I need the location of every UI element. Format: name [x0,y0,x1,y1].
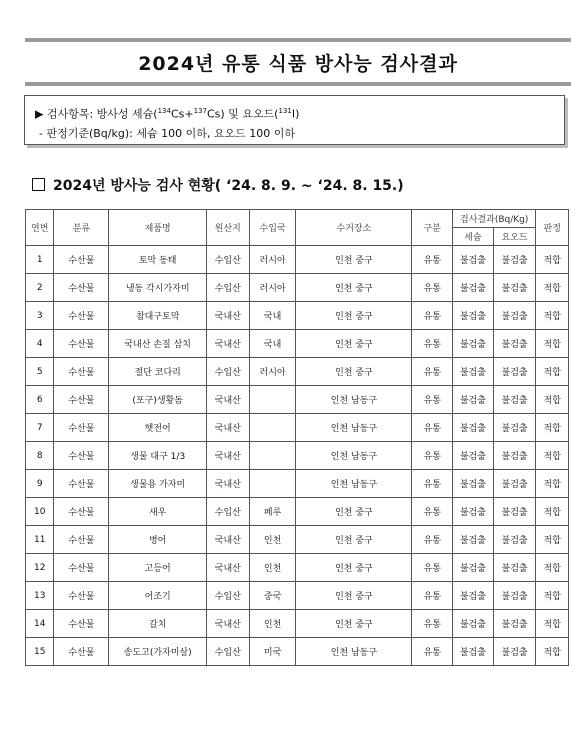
cell-judgement: 적합 [536,442,569,470]
section-title: 2024년 방사능 검사 현황( ‘24. 8. 9. ~ ‘24. 8. 15.) [53,178,404,194]
cell-iodine: 불검출 [493,330,536,358]
cell-no: 5 [26,358,54,386]
cell-import-country [249,414,296,442]
cell-import-country: 국내 [249,302,296,330]
cell-iodine: 불검출 [493,358,536,386]
cell-cesium: 불검출 [453,610,494,638]
cell-iodine: 불검출 [493,638,536,666]
cell-import-country: 페루 [249,498,296,526]
cell-cesium: 불검출 [453,330,494,358]
header-cesium: 세슘 [453,228,494,246]
cell-judgement: 적합 [536,498,569,526]
criteria-sup-131: 131 [278,107,292,115]
cell-product: 생물 대구 1/3 [109,442,207,470]
cell-judgement: 적합 [536,638,569,666]
cell-no: 4 [26,330,54,358]
cell-no: 6 [26,386,54,414]
table-row [26,526,569,554]
cell-category: 수산물 [54,246,109,274]
cell-type: 유통 [412,274,453,302]
cell-category: 수산물 [54,582,109,610]
cell-origin: 수입산 [206,582,249,610]
cell-import-country: 러시아 [249,246,296,274]
cell-product: (포구)생황돔 [109,386,207,414]
cell-category: 수산물 [54,386,109,414]
cell-origin: 국내산 [206,414,249,442]
cell-import-country [249,442,296,470]
cell-category: 수산물 [54,274,109,302]
cell-type: 유통 [412,582,453,610]
cell-type: 유통 [412,246,453,274]
cell-no: 11 [26,526,54,554]
cell-iodine: 불검출 [493,274,536,302]
cell-type: 유통 [412,638,453,666]
cell-location: 인천 중구 [296,498,412,526]
cell-iodine: 불검출 [493,582,536,610]
checkbox-square-icon [32,178,45,191]
criteria-items-line [35,102,564,124]
cell-cesium: 불검출 [453,554,494,582]
cell-location: 인천 중구 [296,526,412,554]
header-iodine: 요오드 [493,228,536,246]
cell-no: 12 [26,554,54,582]
cell-category: 수산물 [54,414,109,442]
cell-import-country: 러시아 [249,358,296,386]
cell-origin: 국내산 [206,470,249,498]
criteria-end: I) [291,107,300,121]
cell-origin: 국내산 [206,554,249,582]
cell-product: 갈치 [109,610,207,638]
cell-category: 수산물 [54,498,109,526]
cell-no: 14 [26,610,54,638]
cell-location: 인천 남동구 [296,470,412,498]
criteria-sup-134: 134 [157,107,171,115]
cell-location: 인천 중구 [296,246,412,274]
table-row [26,442,569,470]
cell-import-country: 인천 [249,554,296,582]
cell-cesium: 불검출 [453,638,494,666]
criteria-mid1: Cs+ [170,107,194,121]
cell-judgement: 적합 [536,554,569,582]
criteria-mid2: Cs) 및 요오드( [206,107,279,121]
cell-cesium: 불검출 [453,274,494,302]
cell-type: 유통 [412,610,453,638]
table-row [26,330,569,358]
cell-judgement: 적합 [536,582,569,610]
cell-no: 13 [26,582,54,610]
cell-cesium: 불검출 [453,442,494,470]
results-table [25,209,569,666]
cell-cesium: 불검출 [453,414,494,442]
section-heading [32,175,404,195]
cell-category: 수산물 [54,610,109,638]
cell-no: 9 [26,470,54,498]
cell-location: 인천 중구 [296,358,412,386]
header-import-country: 수입국 [249,210,296,246]
cell-cesium: 불검출 [453,498,494,526]
cell-product: 참대구토막 [109,302,207,330]
cell-category: 수산물 [54,470,109,498]
cell-type: 유통 [412,386,453,414]
cell-type: 유통 [412,442,453,470]
cell-origin: 국내산 [206,442,249,470]
cell-location: 인천 중구 [296,610,412,638]
cell-location: 인천 중구 [296,302,412,330]
cell-location: 인천 남동구 [296,638,412,666]
cell-import-country [249,470,296,498]
cell-product: 송도고(가자미살) [109,638,207,666]
cell-iodine: 불검출 [493,246,536,274]
cell-judgement: 적합 [536,414,569,442]
cell-judgement: 적합 [536,302,569,330]
header-judgement: 판정 [536,210,569,246]
table-row [26,554,569,582]
cell-judgement: 적합 [536,610,569,638]
header-origin: 원산지 [206,210,249,246]
cell-location: 인천 중구 [296,554,412,582]
cell-type: 유통 [412,470,453,498]
cell-type: 유통 [412,498,453,526]
cell-product: 절단 코다리 [109,358,207,386]
cell-iodine: 불검출 [493,302,536,330]
cell-type: 유통 [412,554,453,582]
cell-import-country: 러시아 [249,274,296,302]
cell-category: 수산물 [54,302,109,330]
header-category: 분류 [54,210,109,246]
cell-location: 인천 중구 [296,582,412,610]
cell-import-country: 인천 [249,526,296,554]
cell-category: 수산물 [54,554,109,582]
cell-judgement: 적합 [536,386,569,414]
cell-no: 15 [26,638,54,666]
cell-product: 병어 [109,526,207,554]
cell-product: 냉동 각시가자미 [109,274,207,302]
table-row [26,246,569,274]
cell-origin: 국내산 [206,386,249,414]
cell-location: 인천 남동구 [296,442,412,470]
table-row [26,274,569,302]
criteria-prefix: ▶ 검사항목: 방사성 세슘( [35,107,158,121]
cell-origin: 수입산 [206,274,249,302]
table-row [26,610,569,638]
criteria-standard-line: - 판정기준(Bq/kg): 세슘 100 이하, 요오드 100 이하 [39,126,295,140]
cell-import-country [249,386,296,414]
cell-judgement: 적합 [536,358,569,386]
cell-no: 8 [26,442,54,470]
cell-origin: 국내산 [206,330,249,358]
cell-product: 새우 [109,498,207,526]
cell-iodine: 불검출 [493,442,536,470]
header-result-group: 검사결과(Bq/Kg) [453,210,536,228]
cell-cesium: 불검출 [453,302,494,330]
header-location: 수거장소 [296,210,412,246]
cell-cesium: 불검출 [453,526,494,554]
cell-judgement: 적합 [536,274,569,302]
cell-no: 7 [26,414,54,442]
cell-type: 유통 [412,414,453,442]
table-row [26,302,569,330]
cell-cesium: 불검출 [453,386,494,414]
header-no: 연번 [26,210,54,246]
cell-location: 인천 남동구 [296,414,412,442]
cell-origin: 수입산 [206,638,249,666]
header-product: 제품명 [109,210,207,246]
table-row [26,414,569,442]
cell-no: 2 [26,274,54,302]
cell-cesium: 불검출 [453,470,494,498]
cell-cesium: 불검출 [453,246,494,274]
table-row [26,470,569,498]
cell-no: 1 [26,246,54,274]
cell-category: 수산물 [54,358,109,386]
cell-import-country: 국내 [249,330,296,358]
page-title: 2024년 유통 식품 방사능 검사결과 [138,52,458,75]
cell-judgement: 적합 [536,330,569,358]
cell-no: 3 [26,302,54,330]
cell-origin: 국내산 [206,302,249,330]
cell-origin: 수입산 [206,246,249,274]
cell-judgement: 적합 [536,526,569,554]
cell-location: 인천 중구 [296,330,412,358]
cell-product: 어조기 [109,582,207,610]
cell-iodine: 불검출 [493,610,536,638]
cell-location: 인천 남동구 [296,386,412,414]
cell-product: 고등어 [109,554,207,582]
criteria-box [24,95,565,145]
cell-iodine: 불검출 [493,498,536,526]
cell-iodine: 불검출 [493,414,536,442]
cell-import-country: 중국 [249,582,296,610]
header-type: 구분 [412,210,453,246]
cell-cesium: 불검출 [453,358,494,386]
criteria-sup-137: 137 [193,107,207,115]
cell-judgement: 적합 [536,470,569,498]
cell-origin: 국내산 [206,526,249,554]
cell-category: 수산물 [54,638,109,666]
table-row [26,386,569,414]
cell-origin: 수입산 [206,498,249,526]
cell-type: 유통 [412,302,453,330]
cell-origin: 수입산 [206,358,249,386]
cell-no: 10 [26,498,54,526]
table-row [26,498,569,526]
cell-product: 토막 동태 [109,246,207,274]
cell-judgement: 적합 [536,246,569,274]
cell-category: 수산물 [54,442,109,470]
cell-origin: 국내산 [206,610,249,638]
cell-import-country: 인천 [249,610,296,638]
cell-iodine: 불검출 [493,526,536,554]
cell-cesium: 불검출 [453,582,494,610]
cell-category: 수산물 [54,330,109,358]
table-row [26,358,569,386]
cell-type: 유통 [412,358,453,386]
cell-iodine: 불검출 [493,470,536,498]
cell-product: 국내산 손질 삼치 [109,330,207,358]
cell-type: 유통 [412,526,453,554]
title-banner [25,38,571,86]
cell-iodine: 불검출 [493,386,536,414]
table-row [26,582,569,610]
cell-import-country: 미국 [249,638,296,666]
table-row [26,638,569,666]
cell-location: 인천 중구 [296,274,412,302]
cell-product: 생물용 가자미 [109,470,207,498]
cell-iodine: 불검출 [493,554,536,582]
cell-product: 햇전어 [109,414,207,442]
cell-type: 유통 [412,330,453,358]
cell-category: 수산물 [54,526,109,554]
